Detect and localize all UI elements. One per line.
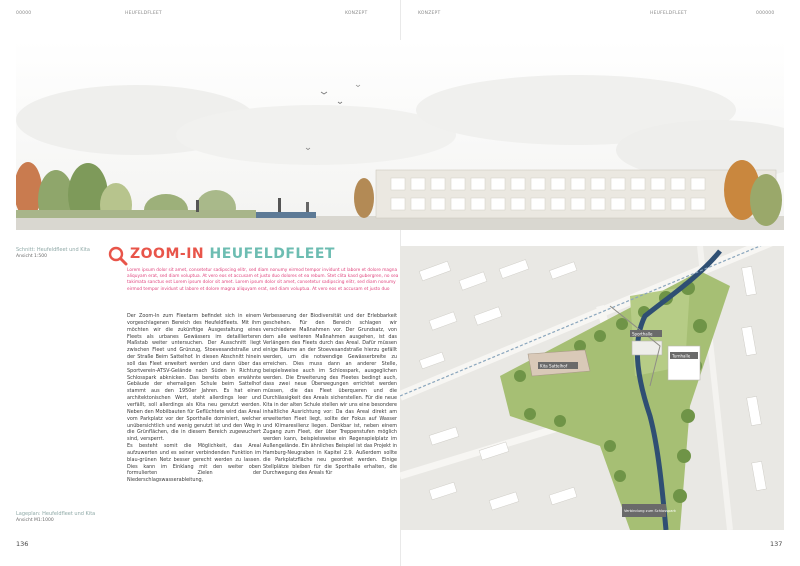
page-number-left: 136 — [16, 540, 29, 548]
map-label-kita: Kita Sattelhof — [540, 363, 568, 369]
col2-paragraph-1: Verbesserung der Biodiversität und der Erlebbarkeit geschehen. Für den Bereich schlagen wir verschiedene Maßnahmen vor. Der Grundsatz, von dem alle weiteren Maßnahmen ausgehen, ist das Verlängern des Fleets durch das Areal. Dafür müssen einige Bäume an der Stoevesandstraße hierzu gefällt werden, um die notwendige Gewässerbreite zu erreichen. Dies muss dann an anderer Stelle, beispielsweise auch im Schlosspark, ausgeglichen werden. Die Erweiterung des Fleetes bedingt auch, dass zwei neue Überwegungen errichtet werden müssen, die das Fleet überqueren und die Durchlässigkeit des Areals sicherstellen. Für die neue Kita in der alten Schule stellen wir uns eine besondere inhaltliche Ausrichtung vor: Da das Areal direkt am erweiterten Fleet liegt, sollte der Fokus auf Wasser und Klimaresilienz liegen. Denkbar ist, neben einem Zugang zum Fleet, der über Treppenstufen möglich werden kann, beispielsweise ein Regenspielplatz im Außengelände. Ein ähnliches Beispiel ist das Projekt in Hamburg-Neugraben in Kapitel 2.9. Außerdem sollte die Parkplatzfläche neu geordnet werden. Einige Stellplätze bleiben für die Sporthalle erhalten, die Durchwegung des Areals für — [263, 313, 397, 477]
header-left-2: HEUFELDFLEET — [125, 11, 162, 16]
section-caption-title: Schnitt: Heufeldfleet und Kita — [16, 247, 90, 253]
body-column-2 — [263, 313, 397, 477]
section-drawing — [16, 40, 784, 230]
header-right-2: 000000 — [756, 11, 775, 16]
map-label-sporthalle: Sporthalle — [632, 331, 653, 337]
section-caption-sub: Ansicht 1:500 — [16, 254, 48, 259]
map-label-turnhalle: Turnhalle — [672, 353, 691, 359]
site-plan-drawing — [400, 246, 784, 530]
article-title — [130, 246, 335, 262]
header-left-1: 00000 — [16, 11, 32, 16]
title-highlight: ZOOM-IN — [130, 246, 205, 262]
header-center-left: KONZEPT — [345, 11, 368, 16]
article-lead: Lorem ipsum dolor sit amet, consetetur sadipscing elitr, sed diam nonumy eirmod tempor invidunt ut labore et dolore magna aliquyam erat, sed diam voluptua. At vero eos et accusam et justo duo dolores et ea rebum. Stet clita kasd gubergren, no sea takimata sanctus est Lorem ipsum dolor sit amet. Lorem ipsum dolor sit amet, consetetur sadipscing elitr, sed diam nonumy eirmod tempor invidunt ut labore et dolore magna aliquyam erat, sed diam voluptua. At vero eos et accusam et justo duo — [127, 268, 399, 292]
page-number-right: 137 — [770, 540, 783, 548]
header-right-1: HEUFELDFLEET — [650, 11, 687, 16]
map-label-verbindung: Verbindung zum Schlosspark — [624, 509, 677, 513]
lageplan-caption-title: Lageplan: Heufeldfleet und Kita — [16, 511, 96, 517]
magnifier-icon — [108, 246, 128, 266]
site-plan — [400, 246, 784, 530]
lageplan-caption-sub: Ansicht M1:1000 — [16, 518, 54, 523]
title-rest: HEUFELDFLEET — [204, 246, 335, 262]
header-center-right: KONZEPT — [418, 11, 441, 16]
col1-paragraph-2: Es besteht somit die Möglichkeit, das Areal aufzuwerten und es seiner verbindenden Funktion im blau-grünen Netz besser gerecht werden zu lassen. Dies kann im Einklang mit den weiter oben formulierten Zielen der Niederschlagswasserableitung, — [127, 443, 261, 484]
col1-paragraph-1: Der Zoom-In zum Fleetarm befindet sich in einem vorgeschlagenen Bereich des Heufeldfleets. Mit ihm möchten wir die zukünftige Ausgestaltung eines Fleets als urbanes Gewässers im detaillierteren Maßstab weiter untersuchen. Der Ausschnitt liegt zwischen Fleet und Grünzug, Stoevesandstraße und der Straße Beim Sattelhof. In diesen Abschnitt hinein soll das Fleet erweitert werden und dann über das Sportverein-ATSV-Gelände nach Süden in Richtung Schlosspark abknicken. Das bereits oben erwähnte Gebäude der ehemaligen Schule beim Sattelhof stammt aus den 1950er Jahren. Es hat einen architektonischen Wert, steht allerdings leer und verfällt, soll allerdings als Kita neu genutzt werden. Neben den Mobilbauten für Geflüchtete wird das Areal vom Parkplatz vor der Sporthalle dominiert, welcher unübersichtlich und wenig genutzt ist und den Weg in die Grünflächen, die in diesem Bereich zugewuchert sind, versperrt. — [127, 313, 261, 443]
body-column-1 — [127, 313, 261, 484]
section-illustration — [16, 40, 784, 230]
